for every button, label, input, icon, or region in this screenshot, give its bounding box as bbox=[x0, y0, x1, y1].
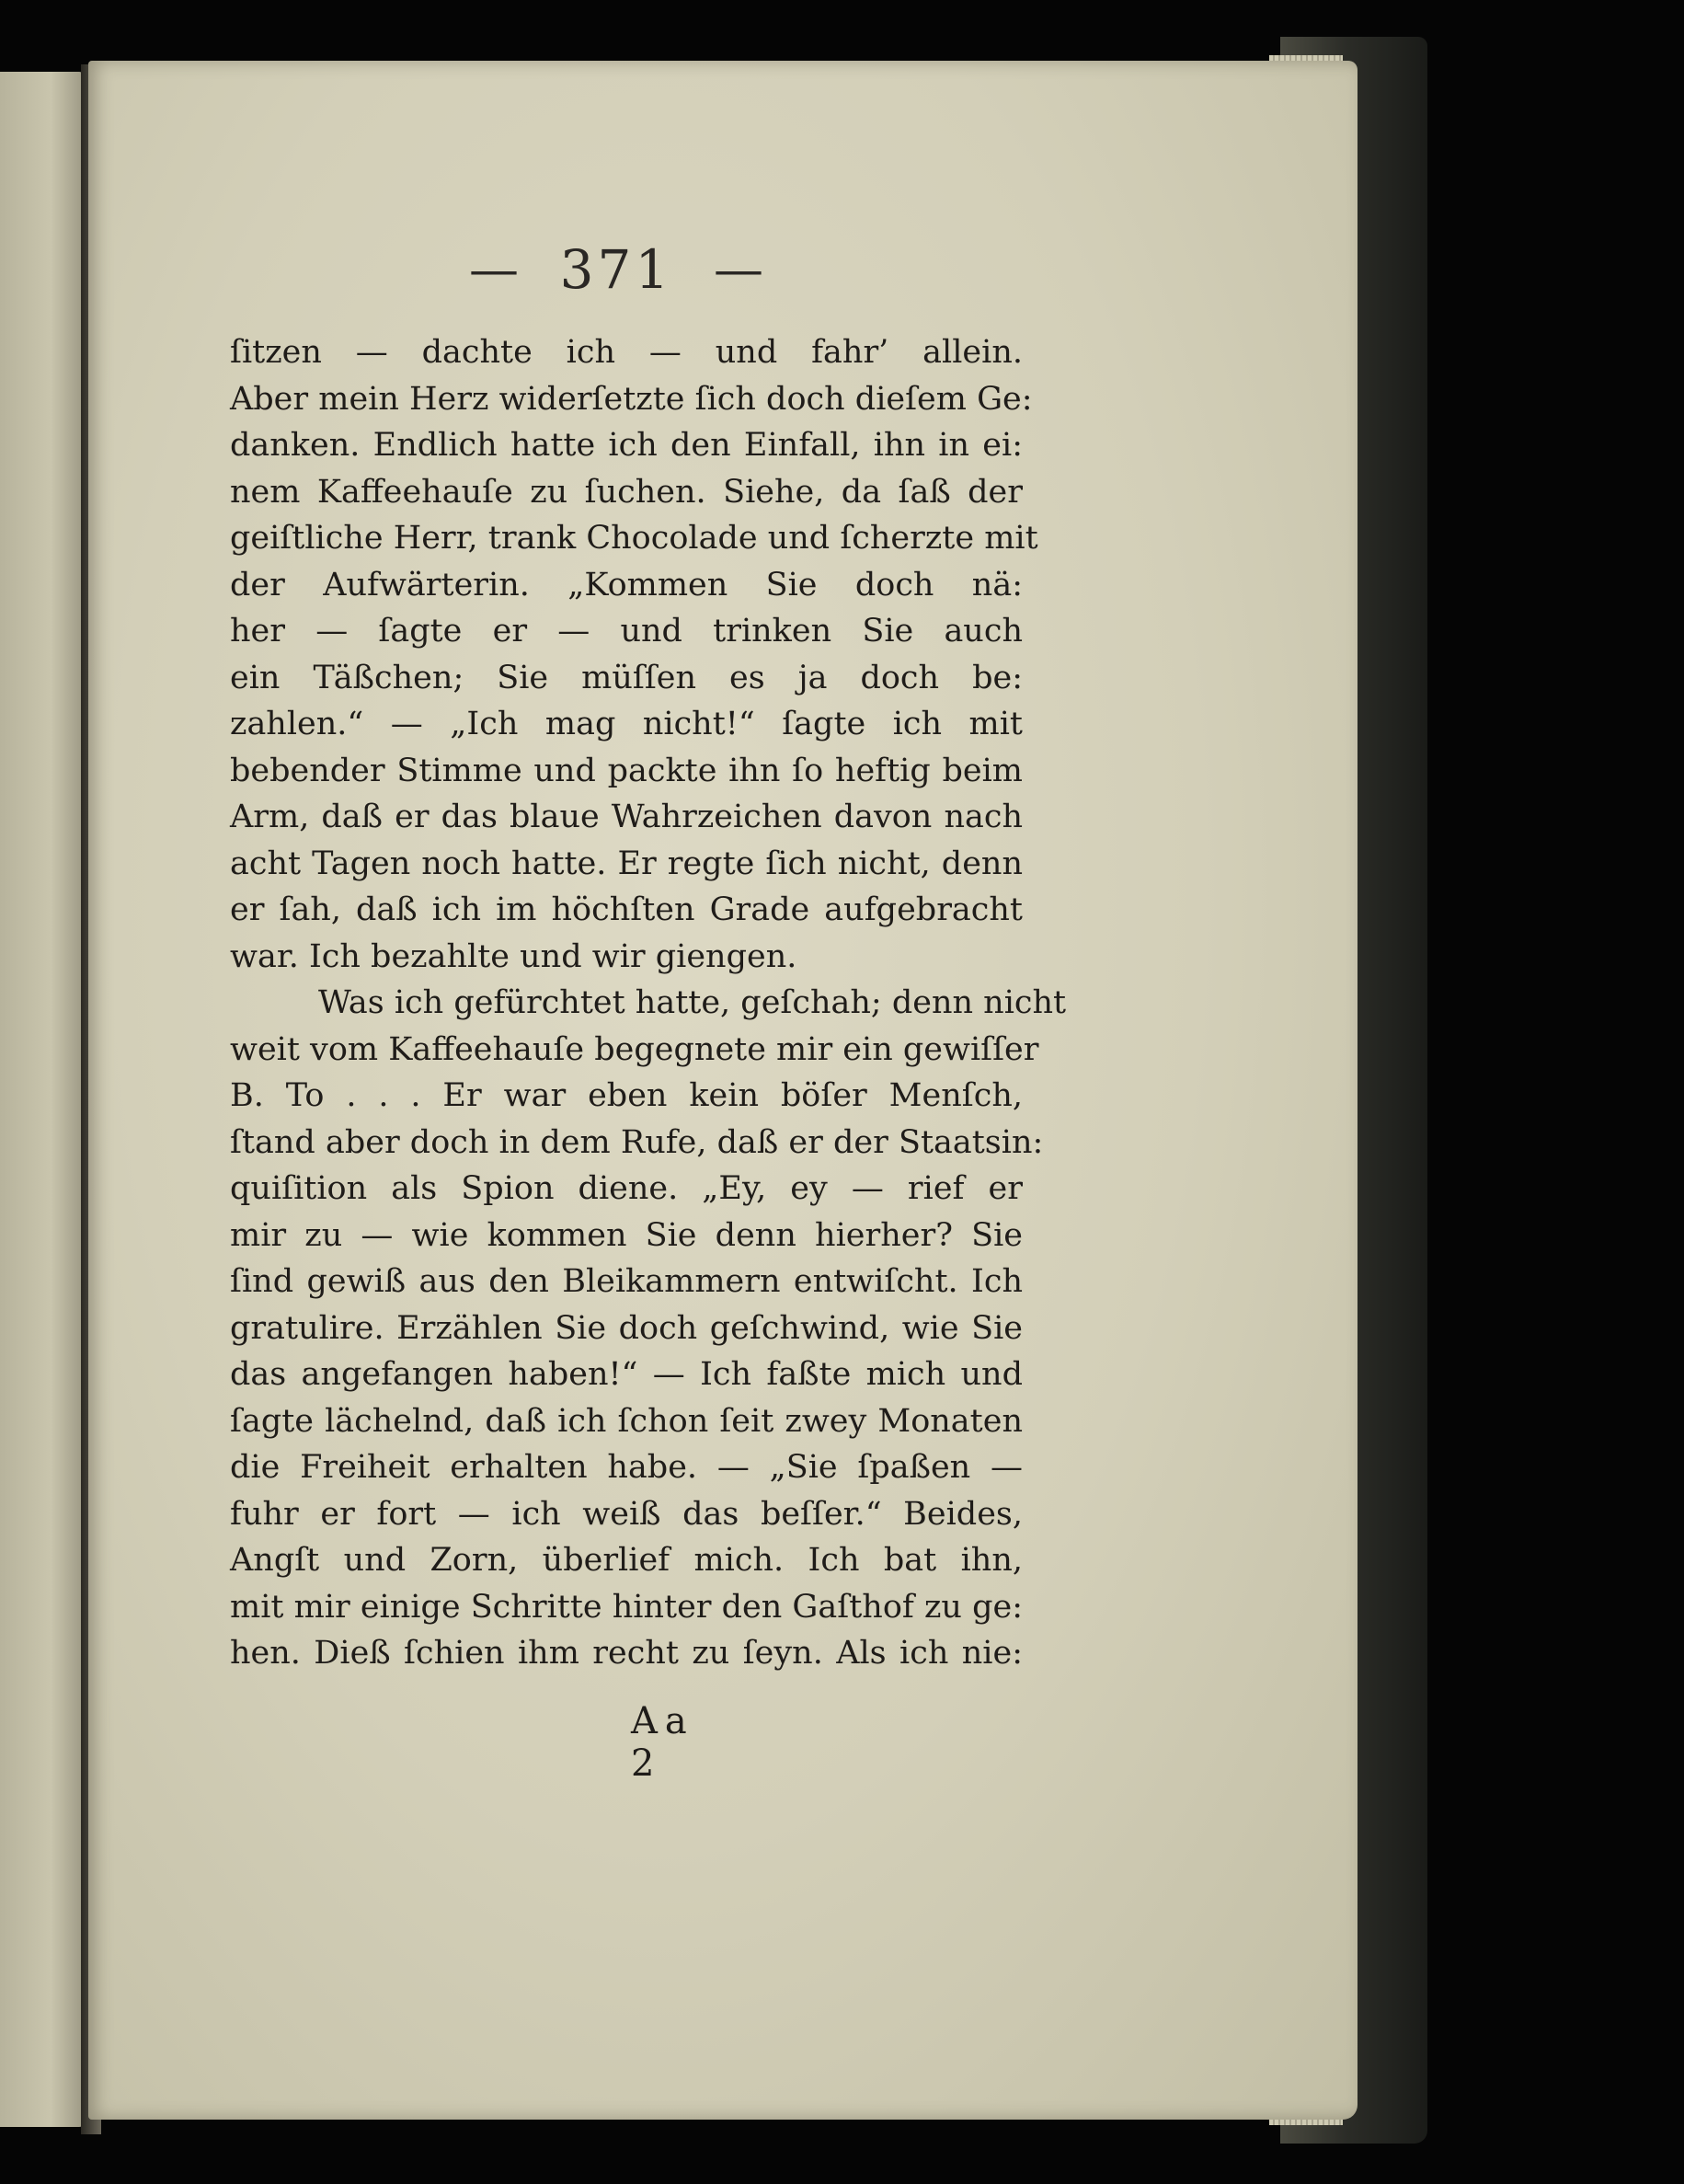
text-line: Aber mein Herz widerſetzte ſich doch dieſem Ge: bbox=[230, 380, 1033, 418]
text-line: zahlen.“ — „Ich mag nicht!“ ſagte ich mit bbox=[230, 706, 1023, 742]
text-line: ſind gewiß aus den Bleikammern entwiſcht. Ich bbox=[230, 1263, 1023, 1300]
text-line: Arm, daß er das blaue Wahrzeichen davon nach bbox=[230, 799, 1023, 835]
text-line: hen. Dieß ſchien ihm recht zu ſeyn. Als ich nie: bbox=[230, 1635, 1023, 1672]
text-line: quiſition als Spion diene. „Ey, ey — rief er bbox=[230, 1170, 1023, 1207]
text-line: bebender Stimme und packte ihn ſo heftig beim bbox=[230, 752, 1023, 789]
page-number: 371 bbox=[559, 238, 673, 301]
text-line: B. To . . . Er war eben kein böſer Menſch, bbox=[230, 1077, 1023, 1114]
text-line: Was ich gefürchtet hatte, geſchah; denn nicht bbox=[318, 984, 1067, 1021]
text-line: nem Kaffeehauſe zu ſuchen. Siehe, da ſaß der bbox=[230, 473, 1023, 511]
text-line: die Freiheit erhalten habe. — „Sie ſpaßen — bbox=[230, 1449, 1023, 1486]
text-line: war. Ich bezahlte und wir giengen. bbox=[230, 937, 797, 975]
signature-mark: Aa 2 bbox=[631, 1700, 694, 1785]
header-dash-left: — bbox=[469, 240, 519, 298]
text-line: Angſt und Zorn, überlief mich. Ich bat ihn, bbox=[230, 1542, 1023, 1579]
text-line: acht Tagen noch hatte. Er regte ſich nicht, denn bbox=[230, 845, 1023, 882]
text-line: mit mir einige Schritte hinter den Gaſthof zu ge: bbox=[230, 1588, 1023, 1626]
text-line: gratulire. Erzählen Sie doch geſchwind, wie Sie bbox=[230, 1309, 1023, 1347]
text-line: danken. Endlich hatte ich den Einfall, ihn in ei: bbox=[230, 427, 1023, 464]
text-line: ſitzen — dachte ich — und fahr’ allein. bbox=[230, 334, 1023, 371]
text-line: der Aufwärterin. „Kommen Sie doch nä: bbox=[230, 566, 1023, 603]
text-line: weit vom Kaffeehauſe begegnete mir ein gewiſſer bbox=[230, 1030, 1039, 1068]
text-line: er ſah, daß ich im höchſten Grade aufgebracht bbox=[230, 891, 1023, 928]
text-line: ſtand aber doch in dem Rufe, daß er der Staatsin: bbox=[230, 1123, 1044, 1161]
text-line: ein Täßchen; Sie müſſen es ja doch be: bbox=[230, 659, 1023, 696]
text-line: geiſtliche Herr, trank Chocolade und ſcherzte mit bbox=[230, 520, 1038, 557]
body-text bbox=[230, 329, 1067, 1677]
text-line: mir zu — wie kommen Sie denn hierher? Sie bbox=[230, 1216, 1023, 1254]
facing-page-edge bbox=[0, 72, 85, 2127]
header-dash-right: — bbox=[714, 240, 763, 298]
text-line: fuhr er fort — ich weiß das beſſer.“ Beides, bbox=[230, 1495, 1023, 1533]
page-header bbox=[469, 237, 763, 302]
text-line: her — ſagte er — und trinken Sie auch bbox=[230, 613, 1023, 649]
text-line: das angefangen haben!“ — Ich faßte mich und bbox=[230, 1356, 1023, 1393]
text-line: ſagte lächelnd, daß ich ſchon ſeit zwey Monaten bbox=[230, 1402, 1023, 1440]
